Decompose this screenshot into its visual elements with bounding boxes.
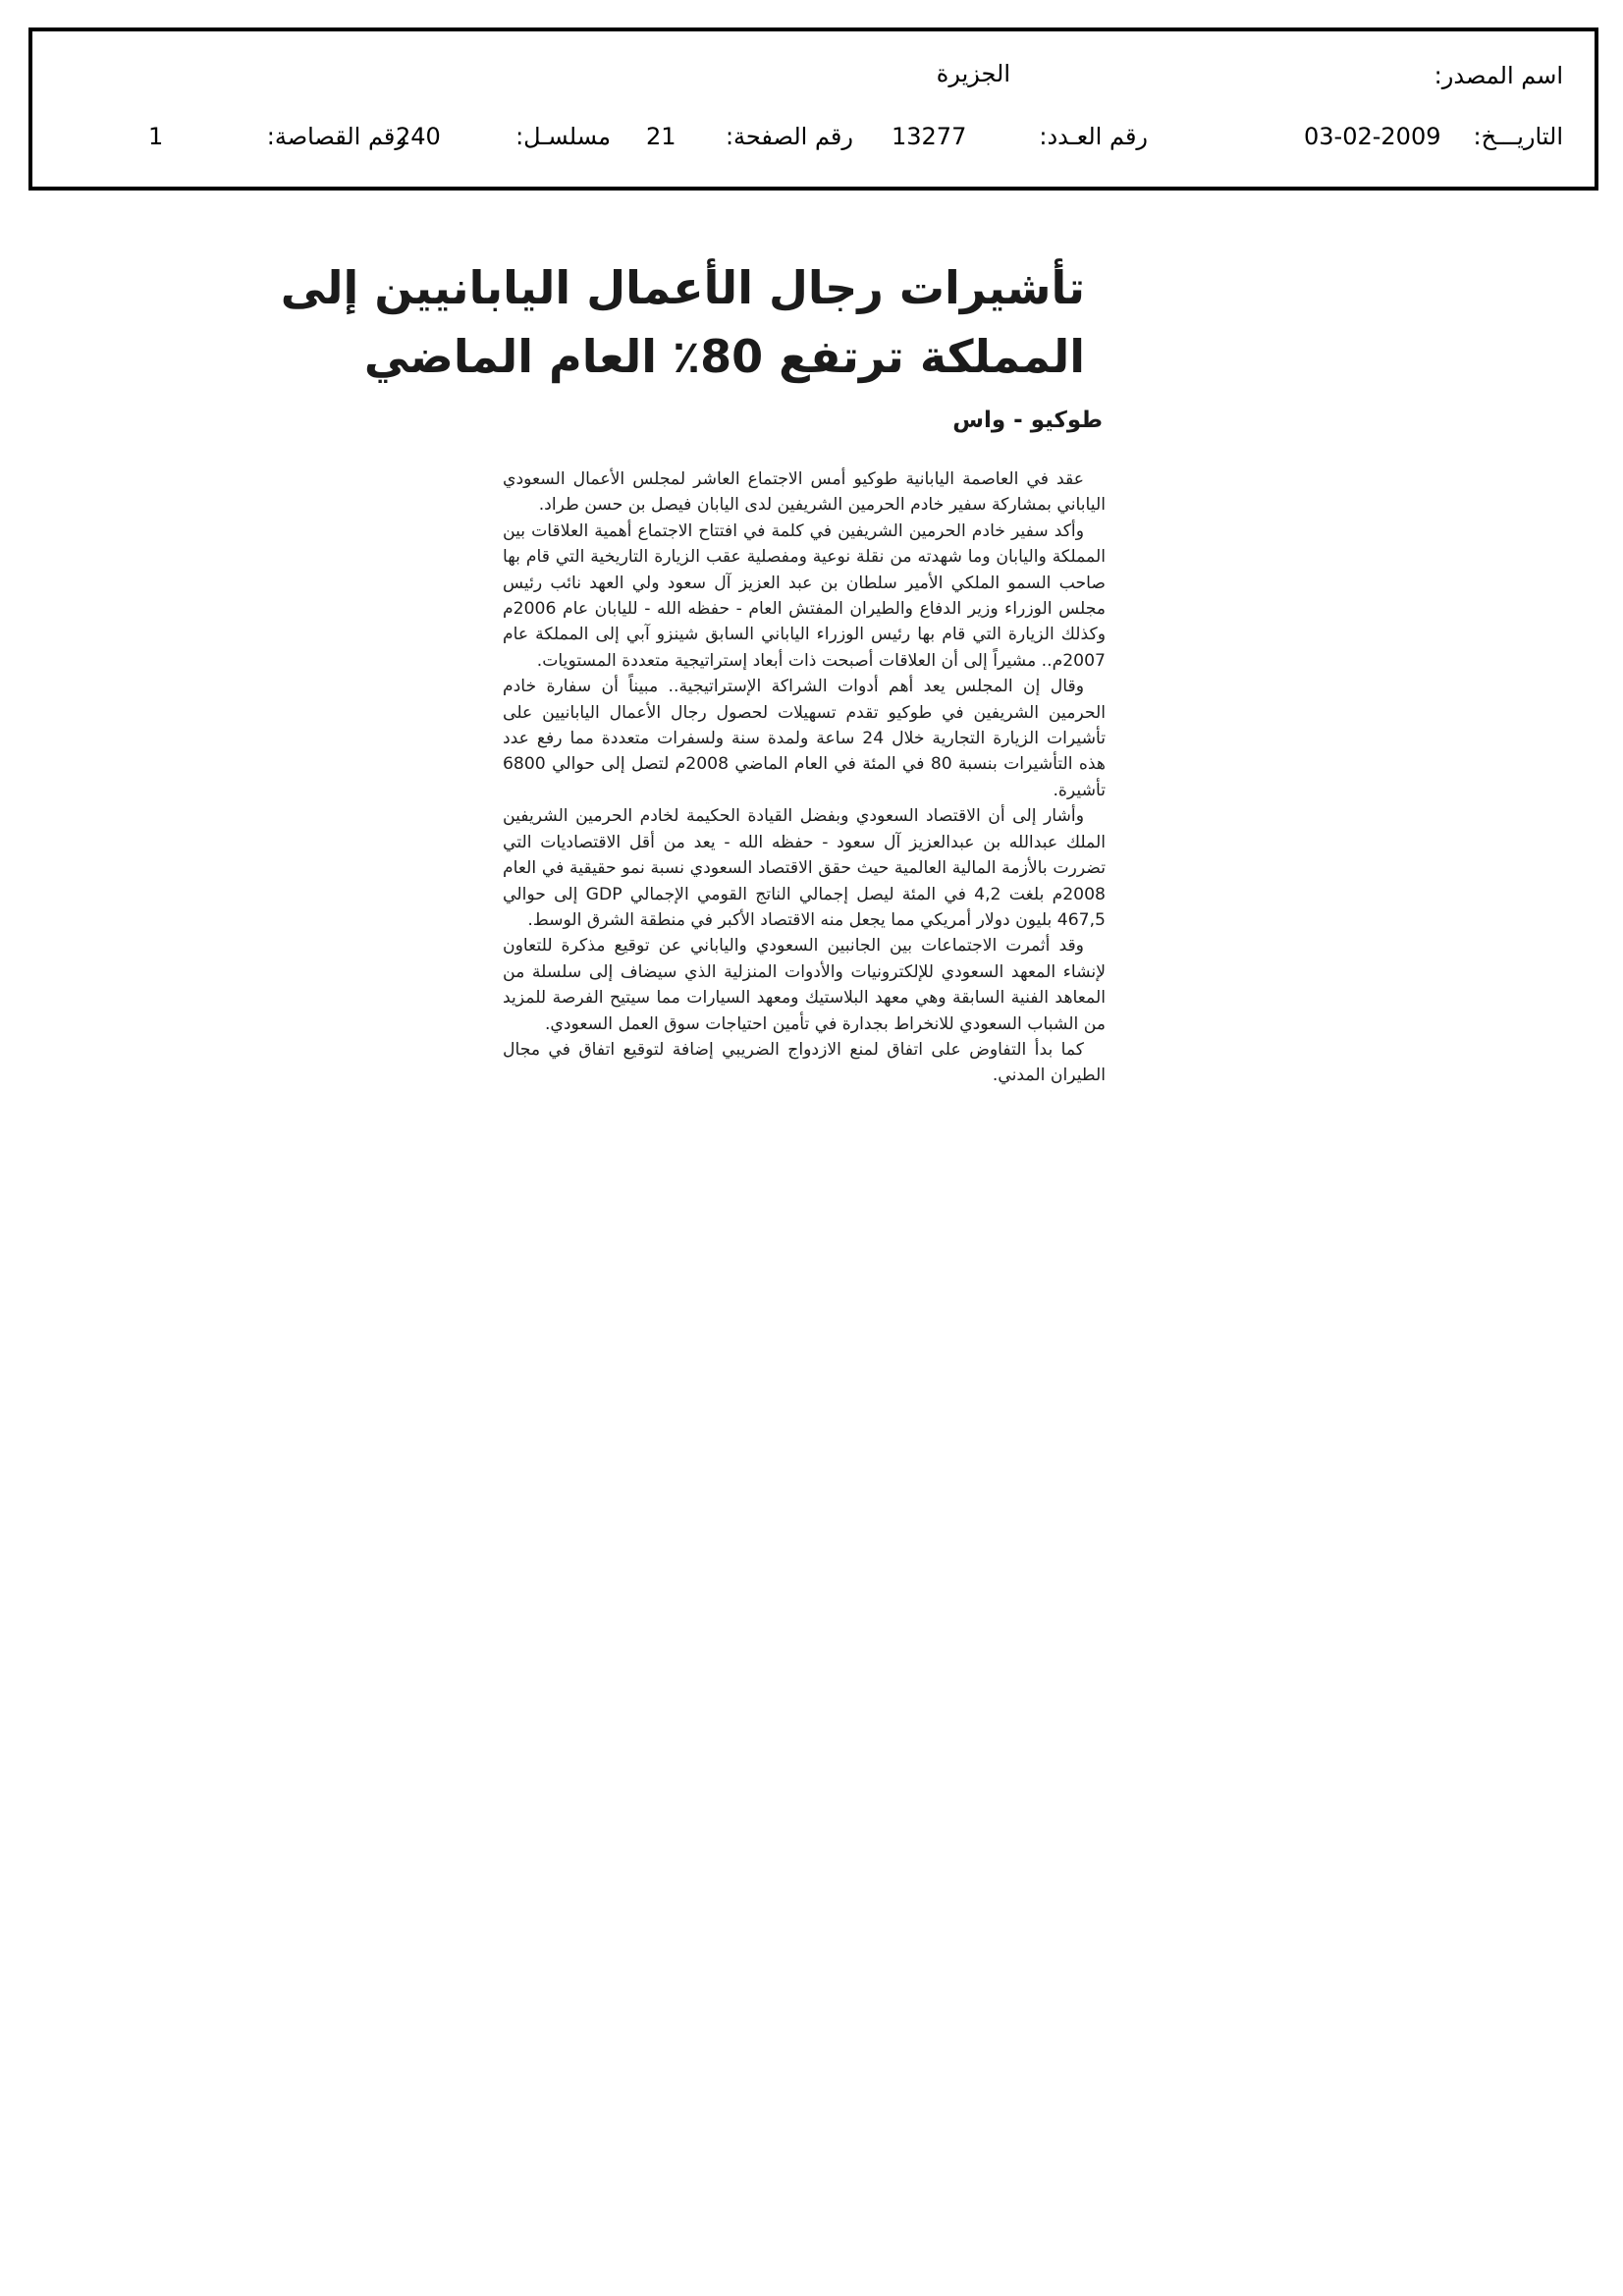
article-paragraph-3: وقال إن المجلس يعد أهم أدوات الشراكة الإستراتيجية.. مبيناً أن سفارة خادم الحرمين الشريفين في طوكيو تقدم تسهيلات لحصول رجال الأعمال اليابانيين على تأشيرات الزيارة التجارية خلال 24 ساعة ولمدة سنة ولسفرات متعددة مما رفع عدد هذه التأشيرات بنسبة 80 في المئة في العام الماضي 2008م لتصل إلى حوالي 6800 تأشيرة.: [503, 677, 1107, 800]
page-label: رقم الصفحة:: [725, 123, 853, 150]
source-label: اسم المصدر:: [1434, 62, 1563, 89]
article-body: [503, 466, 1106, 1089]
serial-label: مسلسـل:: [515, 123, 611, 150]
article-paragraph-6: كما بدأ التفاوض على اتفاق لمنع الازدواج الضريبي إضافة لتوقيع اتفاق في مجال الطيران المدني.: [503, 1039, 1106, 1086]
clip-number-label: رقم القصاصة:: [266, 123, 406, 150]
date-value: 03-02-2009: [1304, 123, 1441, 150]
issue-value: 13277: [892, 123, 967, 150]
article-paragraph-2: وأكد سفير خادم الحرمين الشريفين في كلمة في افتتاح الاجتماع أهمية العلاقات بين المملكة واليابان وما شهدته من نقلة نوعية ومفصلية عقب الزيارة التاريخية التي قام بها صاحب السمو الملكي الأمير سلطان بن عبد العزيز آل سعود ولي العهد نائب رئيس مجلس الوزراء وزير الدفاع والطيران المفتش العام - حفظه الله - لليابان عام 2006م وكذلك الزيارة التي قام بها رئيس الوزراء الياباني السابق شينزو آبي إلى المملكة عام 2007م.. مشيراً إلى أن العلاقات أصبحت ذات أبعاد إستراتيجية متعددة المستويات.: [503, 520, 1106, 671]
article-headline: [280, 253, 1085, 391]
clip-number-value: 1: [148, 123, 164, 150]
headline-line-1: تأشيرات رجال الأعمال اليابانيين إلى: [280, 261, 1085, 314]
article-paragraph-5: وقد أثمرت الاجتماعات بين الجانبين السعودي والياباني عن توقيع مذكرة للتعاون لإنشاء المعهد السعودي للإلكترونيات والأدوات المنزلية الذي سيضاف إلى سلسلة من المعاهد الفنية السابقة وهي معهد البلاستيك ومعهد السيارات مما سيتيح الفرصة للمزيد من الشباب السعودي للانخراط بجدارة في تأمين احتياجات سوق العمل السعودي.: [503, 936, 1106, 1034]
article-paragraph-4: وأشار إلى أن الاقتصاد السعودي وبفضل القيادة الحكيمة لخادم الحرمين الشريفين الملك عبدالله بن عبدالعزيز آل سعود - حفظه الله - يعد من أقل الاقتصاديات التي تضررت بالأزمة المالية العالمية حيث حقق الاقتصاد السعودي نسبة نمو حقيقية في العام 2008م بلغت 4,2 في المئة ليصل إجمالي الناتج القومي الإجمالي GDP إلى حوالي 467,5 بليون دولار أمريكي مما يجعل منه الاقتصاد الأكبر في منطقة الشرق الوسط.: [503, 806, 1106, 930]
issue-label: رقم العـدد:: [1039, 123, 1148, 150]
serial-value: 240: [396, 123, 441, 150]
headline-line-2: المملكة ترتفع 80٪ العام الماضي: [363, 330, 1085, 383]
date-label: التاريـــخ:: [1473, 123, 1563, 150]
source-value: الجزيرة: [936, 60, 1010, 87]
article-dateline: طوكيو - واس: [952, 408, 1103, 433]
page-value: 21: [646, 123, 676, 150]
clipping-header-box: [28, 27, 1598, 191]
article-paragraph-1: عقد في العاصمة اليابانية طوكيو أمس الاجتماع العاشر لمجلس الأعمال السعودي الياباني بمشاركة سفير خادم الحرمين الشريفين لدى اليابان فيصل بن حسن طراد.: [503, 469, 1106, 516]
